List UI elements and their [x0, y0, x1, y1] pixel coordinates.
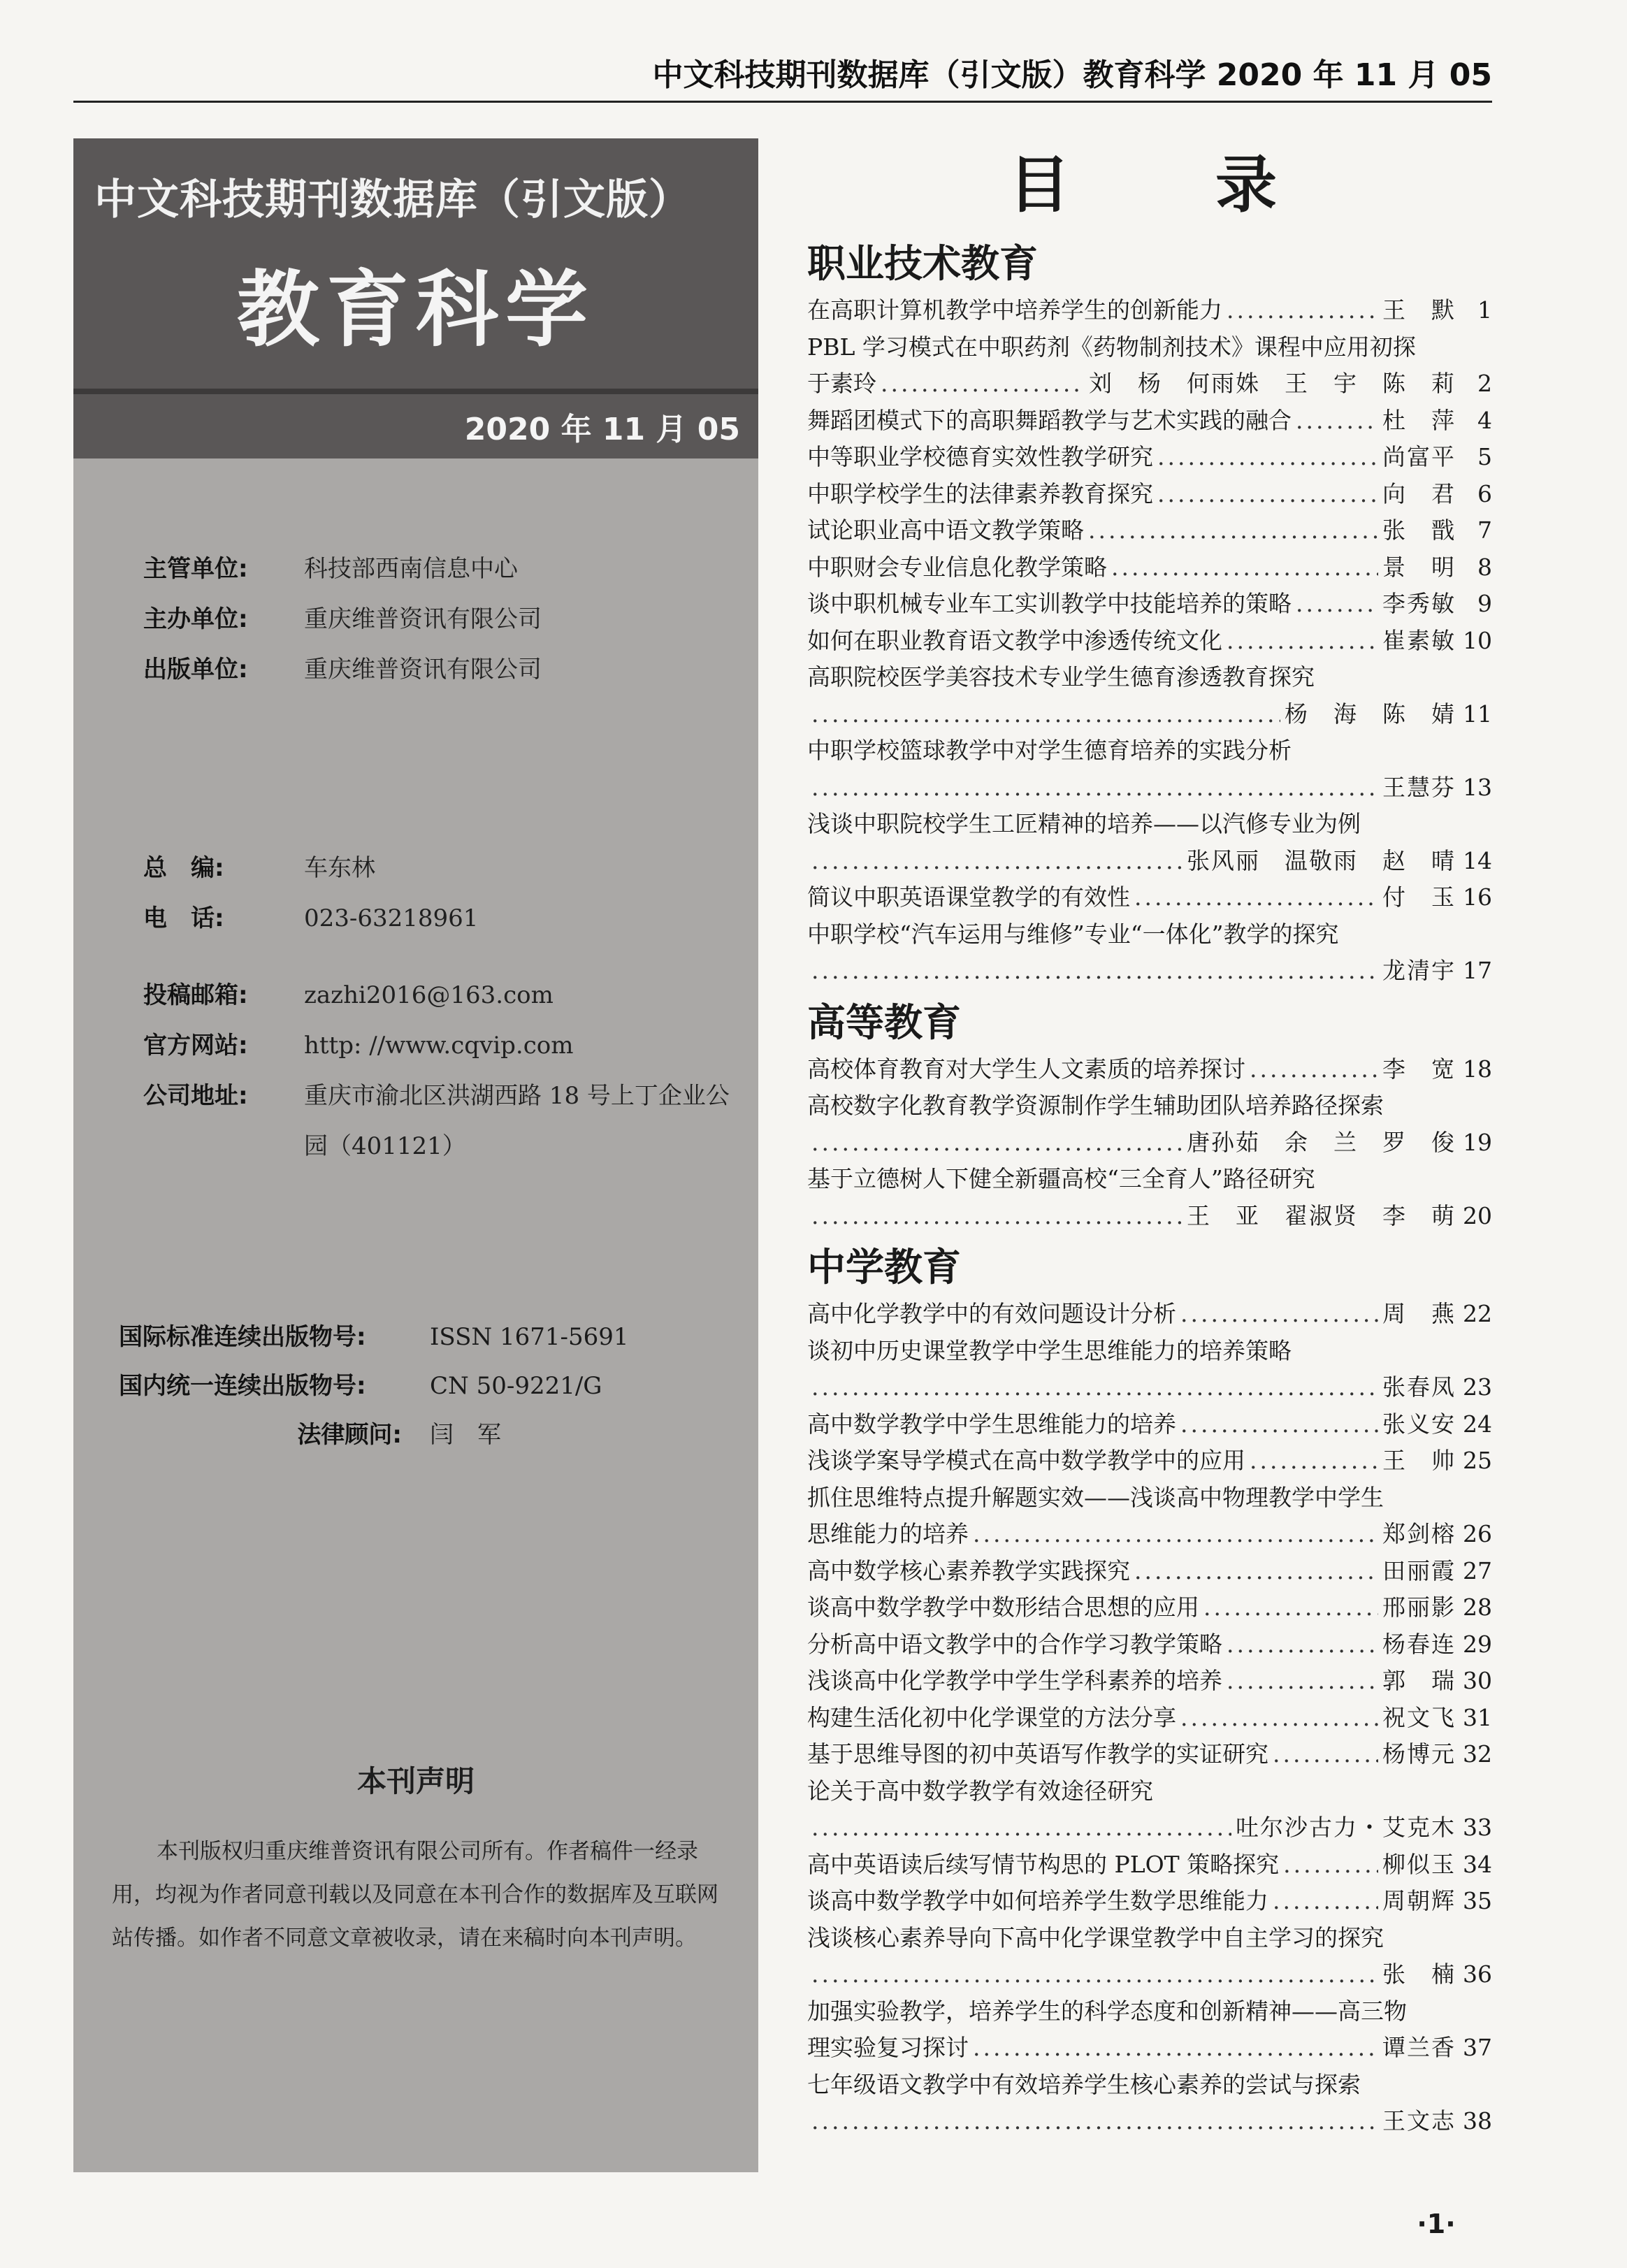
leader-dots — [1227, 623, 1378, 660]
toc-entry[interactable] — [807, 1406, 1492, 1443]
toc-entry[interactable] — [807, 329, 1492, 366]
entry-title: 如何在职业教育语文教学中渗透传统文化 — [807, 626, 1222, 654]
entry-title: 在高职计算机教学中培养学生的创新能力 — [807, 296, 1222, 324]
toc-entry[interactable] — [807, 1553, 1492, 1590]
entry-title: 试论职业高中语文教学策略 — [807, 517, 1084, 544]
leader-dots — [1273, 1883, 1378, 1920]
entry-page: 18 — [1463, 1055, 1492, 1083]
toc-entry[interactable] — [807, 2030, 1492, 2067]
entry-author: 崔素敏 — [1382, 626, 1456, 654]
entry-page: 24 — [1463, 1410, 1492, 1438]
entry-title: 思维能力的培养 — [807, 1520, 969, 1547]
entry-page: 29 — [1463, 1630, 1492, 1658]
toc-entry[interactable] — [807, 2103, 1492, 2140]
entry-author: 王 亚 翟淑贤 李 萌 — [1187, 1201, 1456, 1229]
entry-page: 37 — [1463, 2034, 1492, 2061]
entry-author: 周 燕 — [1382, 1300, 1456, 1327]
entry-title: 浅谈学案导学模式在高中数学教学中的应用 — [807, 1447, 1245, 1474]
entry-author: 景 明 — [1382, 553, 1456, 581]
running-header: 中文科技期刊数据库（引文版）教育科学 2020 年 11 月 05 — [73, 56, 1492, 103]
leader-dots — [1283, 1847, 1378, 1884]
entry-page: 17 — [1463, 957, 1492, 984]
toc-entry[interactable] — [807, 1516, 1492, 1553]
section-heading: 高等教育 — [807, 999, 962, 1045]
entry-author: 杨春连 — [1382, 1630, 1456, 1658]
toc-entry[interactable] — [807, 1161, 1492, 1198]
company-address: 重庆市渝北区洪湖西路 18 号上丁企业公园（401121） — [304, 1082, 730, 1160]
toc-entry[interactable] — [807, 1051, 1492, 1088]
entry-title: 高职院校医学美容技术专业学生德育渗透教育探究 — [807, 663, 1315, 691]
entry-author: 李秀敏 — [1382, 590, 1456, 617]
entry-author: 李 宽 — [1382, 1055, 1456, 1083]
entry-author: 郭 瑞 — [1382, 1667, 1456, 1694]
info-row: 投稿邮箱: zazhi2016@163.com — [143, 970, 751, 1020]
entry-page: 16 — [1463, 883, 1492, 911]
leader-dots — [811, 843, 1183, 880]
toc-entry[interactable] — [807, 1626, 1492, 1663]
toc-entry[interactable] — [807, 1125, 1492, 1162]
toc-entry[interactable] — [807, 953, 1492, 990]
leader-dots — [1250, 1443, 1378, 1480]
info-row: 主办单位: 重庆维普资讯有限公司 — [143, 605, 542, 633]
leader-dots — [1180, 1296, 1378, 1333]
entry-title: 加强实验教学，培养学生的科学态度和创新精神——高三物 — [807, 1997, 1407, 2025]
toc-entry[interactable] — [807, 843, 1492, 880]
entry-page: 35 — [1463, 1887, 1492, 1914]
entry-title: 基于立德树人下健全新疆高校“三全育人”路径研究 — [807, 1165, 1315, 1192]
entry-author: 王慧芬 — [1382, 773, 1456, 801]
entry-title: 理实验复习探讨 — [807, 2034, 969, 2061]
journal-title: 教育科学 — [236, 261, 595, 358]
entry-title: 简议中职英语课堂教学的有效性 — [807, 883, 1130, 911]
entry-author: 张 戬 — [1382, 517, 1456, 544]
toc-entry[interactable] — [807, 1198, 1492, 1235]
toc-entry[interactable] — [807, 1088, 1492, 1125]
entry-page: 14 — [1463, 846, 1492, 874]
toc-entry[interactable] — [807, 586, 1492, 623]
toc-entry[interactable] — [807, 1920, 1492, 1957]
leader-dots — [1157, 439, 1378, 476]
contact-info — [143, 843, 478, 944]
toc-entry[interactable] — [807, 1369, 1492, 1406]
entry-author: 张 楠 — [1382, 1960, 1456, 1988]
entry-page: 8 — [1477, 553, 1492, 581]
toc-entry[interactable] — [807, 659, 1492, 696]
leader-dots — [1273, 1736, 1378, 1773]
entry-title: 于素玲 — [807, 370, 876, 397]
toc-entry[interactable] — [807, 549, 1492, 586]
entry-page: 20 — [1463, 1201, 1492, 1229]
entry-page: 30 — [1463, 1667, 1492, 1694]
info-row: 电 话: 023-63218961 — [143, 904, 479, 932]
entry-author: 唐孙茹 余 兰 罗 俊 — [1187, 1128, 1456, 1156]
leader-dots — [811, 953, 1378, 990]
toc-entry[interactable] — [807, 1993, 1492, 2030]
leader-dots — [811, 1956, 1378, 1993]
entry-title: 高中英语读后续写情节构思的 PLOT 策略探究 — [807, 1850, 1280, 1878]
entry-author: 张风丽 温敬雨 赵 晴 — [1187, 846, 1456, 874]
toc-entry[interactable] — [807, 879, 1492, 916]
toc-entry[interactable] — [807, 916, 1492, 953]
entry-title: 舞蹈团模式下的高职舞蹈教学与艺术实践的融合 — [807, 406, 1292, 434]
toc-entry[interactable] — [807, 1663, 1492, 1700]
entry-title: 中职学校篮球教学中对学生德育培养的实践分析 — [807, 737, 1292, 764]
entry-page: 31 — [1463, 1703, 1492, 1731]
publisher-info — [143, 544, 542, 695]
leader-dots — [1296, 403, 1378, 440]
entry-title: 中职财会专业信息化教学策略 — [807, 553, 1107, 581]
masthead — [73, 138, 758, 458]
leader-dots — [811, 1125, 1183, 1162]
entry-author: 邢丽影 — [1382, 1594, 1456, 1621]
entry-page: 4 — [1477, 406, 1492, 434]
toc-entry[interactable] — [807, 1810, 1492, 1847]
entry-author: 王 帅 — [1382, 1447, 1456, 1474]
toc-entry[interactable] — [807, 770, 1492, 807]
toc-entry[interactable] — [807, 366, 1492, 403]
entry-page: 9 — [1477, 590, 1492, 617]
entry-author: 柳似玉 — [1382, 1850, 1456, 1878]
toc-entry[interactable] — [807, 439, 1492, 476]
toc-entry[interactable] — [807, 1956, 1492, 1993]
entry-title: 谈高中数学教学中数形结合思想的应用 — [807, 1594, 1199, 1621]
info-row: 出版单位: 重庆维普资讯有限公司 — [143, 656, 542, 684]
leader-dots — [1088, 512, 1378, 549]
toc-heading: 目 录 — [1008, 149, 1319, 221]
entry-author: 吐尔沙古力・艾克木 — [1236, 1814, 1456, 1841]
toc-entry[interactable] — [807, 623, 1492, 660]
entry-title: 浅谈高中化学教学中学生学科素养的培养 — [807, 1667, 1222, 1694]
entry-title: 中职学校“汽车运用与维修”专业“一体化”教学的探究 — [807, 920, 1339, 948]
entry-author: 王 默 — [1382, 296, 1456, 324]
leader-dots — [1180, 1406, 1378, 1443]
entry-page: 10 — [1463, 626, 1492, 654]
notice-body: 本刊版权归重庆维普资讯有限公司所有。作者稿件一经录用，均视为作者同意刊载以及同意在本刊合作的数据库及互联网站传播。如作者不同意文章被收录，请在来稿时向本刊声明。 — [112, 1839, 718, 1951]
entry-page: 13 — [1463, 773, 1492, 801]
section-heading: 中学教育 — [807, 1245, 962, 1290]
entry-author: 张义安 — [1382, 1410, 1456, 1438]
entry-title: 高中化学教学中的有效问题设计分析 — [807, 1300, 1176, 1327]
leader-dots — [1227, 292, 1378, 329]
table-of-contents — [807, 140, 1492, 2181]
leader-dots — [811, 696, 1280, 733]
entry-page: 34 — [1463, 1850, 1492, 1878]
entry-title: 七年级语文教学中有效培养学生核心素养的尝试与探索 — [807, 2070, 1361, 2098]
leader-dots — [811, 2103, 1378, 2140]
toc-entry[interactable] — [807, 403, 1492, 440]
entry-author: 谭兰香 — [1382, 2034, 1456, 2061]
entry-author: 周朝辉 — [1382, 1887, 1456, 1914]
notice-title: 本刊声明 — [356, 1764, 475, 1798]
toc-entry[interactable] — [807, 1333, 1492, 1370]
page-number: ·1· — [1417, 2209, 1456, 2239]
entry-author: 张春凤 — [1382, 1373, 1456, 1401]
entry-page: 23 — [1463, 1373, 1492, 1401]
leader-dots — [811, 1810, 1231, 1847]
leader-dots — [1180, 1700, 1378, 1737]
section-heading: 职业技术教育 — [807, 241, 1039, 286]
entry-author: 龙清宇 — [1382, 957, 1456, 984]
entry-page: 25 — [1463, 1447, 1492, 1474]
entry-title: 抓住思维特点提升解题实效——浅谈高中物理教学中学生 — [807, 1483, 1384, 1511]
leader-dots — [1134, 879, 1378, 916]
entry-title: 谈中职机械专业车工实训教学中技能培养的策略 — [807, 590, 1292, 617]
entry-title: 高校数字化教育教学资源制作学生辅助团队培养路径探索 — [807, 1092, 1384, 1119]
entry-author: 向 君 — [1382, 479, 1456, 507]
entry-page: 27 — [1463, 1556, 1492, 1584]
entry-author: 杨 海 陈 婧 — [1285, 700, 1456, 728]
entry-title: 浅谈核心素养导向下高中化学课堂教学中自主学习的探究 — [807, 1923, 1384, 1951]
entry-title: 浅谈中职院校学生工匠精神的培养——以汽修专业为例 — [807, 810, 1361, 837]
entry-page: 19 — [1463, 1128, 1492, 1156]
leader-dots — [881, 366, 1085, 403]
entry-page: 5 — [1477, 443, 1492, 470]
entry-author: 杨博元 — [1382, 1740, 1456, 1768]
toc-sections — [807, 235, 1492, 2140]
entry-title: PBL 学习模式在中职药剂《药物制剂技术》课程中应用初探 — [807, 333, 1416, 361]
entry-title: 中职学校学生的法律素养教育探究 — [807, 479, 1153, 507]
journal-info-panel — [73, 138, 758, 2172]
toc-entry[interactable] — [807, 1773, 1492, 1810]
issue-date: 2020 年 11 月 05 — [464, 412, 740, 447]
entry-page: 7 — [1477, 517, 1492, 544]
leader-dots — [1250, 1051, 1378, 1088]
leader-dots — [811, 770, 1378, 807]
entry-page: 22 — [1463, 1300, 1492, 1327]
entry-author: 刘 杨 何雨姝 王 宇 陈 莉 — [1089, 370, 1456, 397]
entry-title: 谈初中历史课堂教学中学生思维能力的培养策略 — [807, 1336, 1292, 1364]
entry-title: 高中数学核心素养教学实践探究 — [807, 1556, 1130, 1584]
issn-row: 国际标准连续出版物号: ISSN 1671-5691 — [119, 1323, 629, 1351]
leader-dots — [1296, 586, 1378, 623]
web-info — [143, 970, 751, 1171]
leader-dots — [1227, 1626, 1378, 1663]
leader-dots — [811, 1198, 1183, 1235]
toc-entry[interactable] — [807, 1736, 1492, 1773]
leader-dots — [1111, 549, 1378, 586]
entry-page: 36 — [1463, 1960, 1492, 1988]
toc-entry[interactable] — [807, 1480, 1492, 1517]
entry-page: 2 — [1477, 370, 1492, 397]
entry-title: 论关于高中数学教学有效途径研究 — [807, 1777, 1153, 1805]
leader-dots — [1134, 1553, 1378, 1590]
masthead-divider — [73, 389, 758, 394]
entry-title: 谈高中数学教学中如何培养学生数学思维能力 — [807, 1887, 1268, 1914]
entry-title: 分析高中语文教学中的合作学习教学策略 — [807, 1630, 1222, 1658]
toc-entry[interactable] — [807, 1883, 1492, 1920]
toc-entry[interactable] — [807, 1847, 1492, 1884]
toc-entry[interactable] — [807, 1443, 1492, 1480]
entry-title: 构建生活化初中化学课堂的方法分享 — [807, 1703, 1176, 1731]
toc-entry[interactable] — [807, 512, 1492, 549]
website-link[interactable]: http: //www.cqvip.com — [304, 1032, 574, 1060]
entry-page: 38 — [1463, 2107, 1492, 2135]
toc-entry[interactable] — [807, 1589, 1492, 1626]
entry-page: 1 — [1477, 296, 1492, 324]
toc-entry[interactable] — [807, 2067, 1492, 2104]
toc-entry[interactable] — [807, 1700, 1492, 1737]
entry-author: 尚富平 — [1382, 443, 1456, 470]
entry-page: 6 — [1477, 479, 1492, 507]
leader-dots — [1227, 1663, 1378, 1700]
legal-advisor-row: 法律顾问: 闫 军 — [297, 1421, 501, 1449]
entry-author: 杜 萍 — [1382, 406, 1456, 434]
leader-dots — [973, 1516, 1378, 1553]
entry-page: 26 — [1463, 1520, 1492, 1547]
entry-page: 32 — [1463, 1740, 1492, 1768]
email-link[interactable]: zazhi2016@163.com — [304, 981, 554, 1009]
leader-dots — [973, 2030, 1378, 2067]
toc-entry[interactable] — [807, 806, 1492, 843]
entry-author: 王文志 — [1382, 2107, 1456, 2135]
leader-dots — [1157, 476, 1378, 513]
toc-entry[interactable] — [807, 476, 1492, 513]
toc-entry[interactable] — [807, 292, 1492, 329]
entry-author: 祝文飞 — [1382, 1703, 1456, 1731]
toc-entry[interactable] — [807, 696, 1492, 733]
toc-entry[interactable] — [807, 1296, 1492, 1333]
leader-dots — [1203, 1589, 1378, 1626]
serial-numbers — [119, 1313, 629, 1459]
entry-author: 田丽霞 — [1382, 1556, 1456, 1584]
database-name: 中文科技期刊数据库（引文版） — [94, 175, 691, 224]
entry-title: 高校体育教育对大学生人文素质的培养探讨 — [807, 1055, 1245, 1083]
info-row: 总 编: 车东林 — [143, 854, 375, 882]
entry-title: 中等职业学校德育实效性教学研究 — [807, 443, 1153, 470]
toc-entry[interactable] — [807, 732, 1492, 770]
info-row: 公司地址: 重庆市渝北区洪湖西路 18 号上丁企业公园（401121） — [143, 1071, 751, 1171]
entry-title: 高中数学教学中学生思维能力的培养 — [807, 1410, 1176, 1438]
entry-author: 付 玉 — [1382, 883, 1456, 911]
entry-page: 33 — [1463, 1814, 1492, 1841]
entry-title: 基于思维导图的初中英语写作教学的实证研究 — [807, 1740, 1268, 1768]
info-row: 官方网站: http: //www.cqvip.com — [143, 1020, 751, 1071]
leader-dots — [811, 1369, 1378, 1406]
entry-page: 28 — [1463, 1594, 1492, 1621]
entry-page: 11 — [1463, 700, 1492, 728]
info-row: 主管单位: 科技部西南信息中心 — [143, 555, 518, 583]
cn-row: 国内统一连续出版物号: CN 50-9221/G — [119, 1372, 602, 1400]
entry-author: 郑剑榕 — [1382, 1520, 1456, 1547]
